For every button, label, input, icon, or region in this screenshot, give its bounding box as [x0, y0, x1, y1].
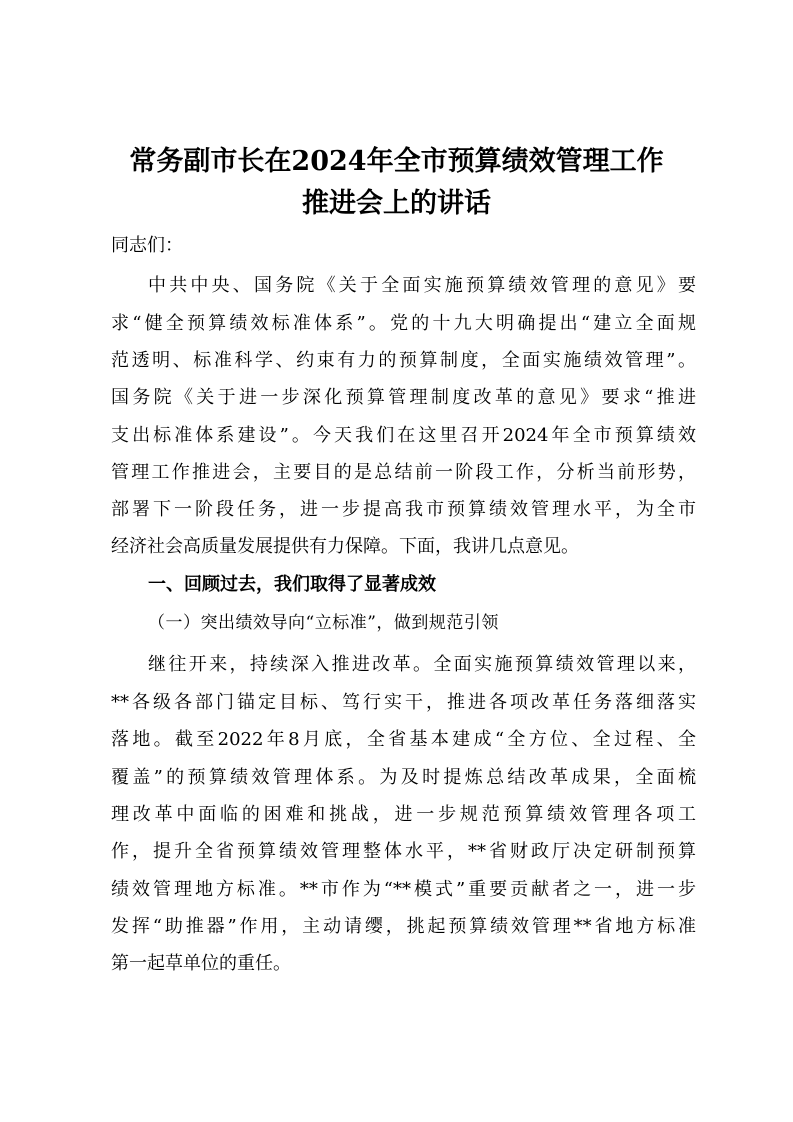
paragraph-2-line-5: 理改革中面临的困难和挑战，进一步规范预算绩效管理各项工: [111, 804, 696, 825]
paragraph-2-line-9: 第一起草单位的重任。: [111, 953, 291, 974]
section-heading-1: 一、回顾过去，我们取得了显著成效: [148, 574, 436, 595]
paragraph-1-line-8: 经济社会高质量发展提供有力保障。下面，我讲几点意见。: [111, 536, 579, 557]
paragraph-1-line-6: 管理工作推进会，主要目的是总结前一阶段工作，分析当前形势，: [111, 462, 696, 483]
subsection-heading-1: （一）突出绩效导向“立标准”，做到规范引领: [148, 613, 499, 633]
paragraph-2-line-3: 落地。截至2022年8月底，全省基本建成“全方位、全过程、全: [111, 729, 696, 750]
paragraph-2-line-6: 作，提升全省预算绩效管理整体水平，**省财政厅决定研制预算: [111, 841, 696, 862]
document-title-line-1: 常务副市长在2024年全市预算绩效管理工作: [129, 146, 664, 177]
paragraph-2-line-4: 覆盖”的预算绩效管理体系。为及时提炼总结改革成果，全面梳: [111, 767, 696, 788]
paragraph-1-line-5: 支出标准体系建设”。今天我们在这里召开2024年全市预算绩效: [111, 425, 696, 446]
paragraph-2-line-2: **各级各部门锚定目标、笃行实干，推进各项改革任务落细落实: [111, 692, 696, 713]
paragraph-2-line-1: 继往开来，持续深入推进改革。全面实施预算绩效管理以来，: [148, 654, 696, 675]
paragraph-1-line-3: 范透明、标准科学、约束有力的预算制度，全面实施绩效管理”。: [111, 350, 696, 371]
document-title-line-2: 推进会上的讲话: [302, 188, 491, 219]
paragraph-2-line-7: 绩效管理地方标准。**市作为“**模式”重要贡献者之一，进一步: [111, 879, 696, 900]
paragraph-1-line-1: 中共中央、国务院《关于全面实施预算绩效管理的意见》要: [148, 275, 696, 296]
paragraph-2-line-8: 发挥“助推器”作用，主动请缨，挑起预算绩效管理**省地方标准: [111, 916, 696, 937]
paragraph-1-line-4: 国务院《关于进一步深化预算管理制度改革的意见》要求“推进: [111, 387, 696, 408]
salutation: 同志们：: [111, 235, 183, 256]
paragraph-1-line-7: 部署下一阶段任务，进一步提高我市预算绩效管理水平，为全市: [111, 499, 696, 520]
paragraph-1-line-2: 求“健全预算绩效标准体系”。党的十九大明确提出“建立全面规: [111, 313, 696, 334]
